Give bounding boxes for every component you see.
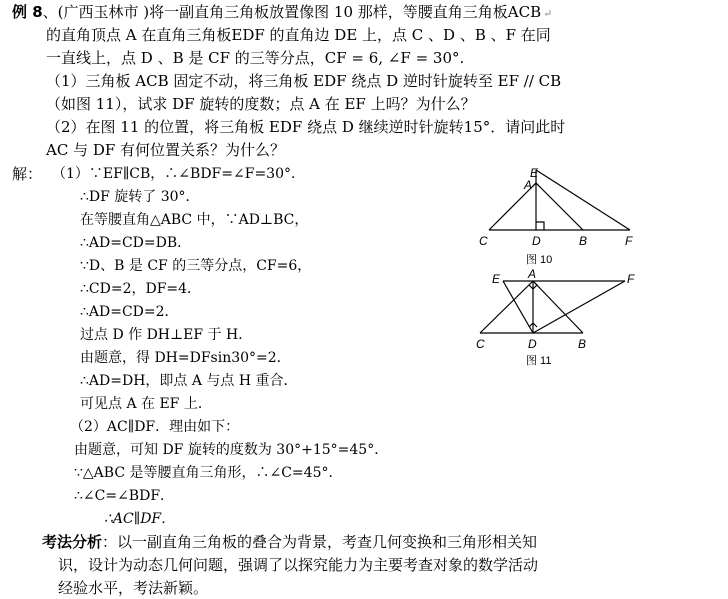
analysis-line-0: ：以一副直角三角板的叠合为背景，考查几何变换和三角形相关知	[102, 533, 538, 551]
solution-line-7: 过点 D 作 DH⊥EF 于 H．	[80, 327, 253, 343]
solution-line-5: ∴CD=2，DF=4．	[80, 281, 202, 297]
fig10-label-b: B	[579, 234, 588, 248]
analysis-line-1: 识，设计为动态几何问题，强调了以探究能力为主要考查对象的数学活动	[58, 556, 539, 574]
solution-label: 解：	[12, 165, 43, 183]
solution-line-11: （2）AC∥DF．理由如下：	[70, 419, 240, 435]
solution-line-0: （1）∵EF∥CB，∴∠BDF=∠F=30°．	[52, 166, 305, 182]
figure-11	[470, 268, 640, 370]
problem-line-5: （2）在图 11 的位置，将三角板 EDF 绕点 D 继续逆时针旋转15°．请问此时	[46, 118, 566, 136]
problem-line-3: （1）三角板 ACB 固定不动，将三角板 EDF 绕点 D 逆时针旋转至 EF // CB	[46, 72, 562, 90]
fig11-label-a: A	[528, 268, 537, 281]
fig10-label-c: C	[479, 234, 488, 248]
problem-line-6: AC 与 DF 有何位置关系？为什么？	[46, 141, 286, 159]
solution-line-6: ∴AD=CD=2．	[80, 304, 179, 320]
solution-line-14: ∴∠C=∠BDF．	[74, 488, 175, 504]
fig11-label-e: E	[492, 272, 501, 286]
analysis-label: 考法分析	[42, 533, 103, 551]
solution-line-13: ∵△ABC 是等腰直角三角形，∴∠C=45°．	[74, 465, 343, 481]
fig10-caption: 图 10	[526, 254, 553, 266]
solution-line-10: 可见点 A 在 EF 上．	[80, 396, 212, 412]
solution-line-15: ∴AC∥DF．	[104, 511, 176, 527]
fig11-label-f: F	[627, 272, 635, 286]
solution-line-2: 在等腰直角△ABC 中，∵AD⊥BC，	[80, 212, 309, 228]
fig10-label-f: F	[625, 234, 633, 248]
fig10-label-a: A	[524, 178, 533, 192]
analysis-line-2: 经验水平，考法新颖。	[58, 579, 209, 597]
solution-line-8: 由题意，得 DH=DFsin30°=2．	[80, 350, 291, 366]
solution-line-4: ∵D、B 是 CF 的三等分点，CF=6，	[80, 258, 312, 274]
solution-line-9: ∴AD=DH，即点 A 与点 H 重合．	[80, 373, 298, 389]
problem-line-0: 、(广西玉林市 )将一副直角三角板放置像图 10 那样，等腰直角三角板ACB	[42, 3, 542, 21]
problem-label: 例 8	[12, 3, 43, 21]
fig11-caption: 图 11	[526, 355, 552, 367]
solution-line-12: 由题意，可知 DF 旋转的度数为 30°+15°=45°．	[74, 442, 389, 458]
solution-line-1: ∴DF 旋转了 30°．	[80, 189, 200, 205]
problem-line-2: 一直线上，点 D 、B 是 CF 的三等分点，CF = 6, ∠F = 30°.	[46, 49, 465, 67]
problem-line-4: （如图 11），试求 DF 旋转的度数；点 A 在 EF 上吗？为什么？	[46, 95, 476, 113]
fig10-label-e: E	[530, 166, 539, 180]
figure-10	[470, 165, 640, 270]
fig11-label-c: C	[476, 337, 485, 351]
fig11-label-b: B	[578, 337, 587, 351]
fig11-label-d: D	[528, 337, 537, 351]
problem-line-1: 的直角顶点 A 在直角三角板EDF 的直角边 DE 上，点 C 、D 、B 、F 在同	[46, 26, 551, 44]
solution-line-3: ∴AD=CD=DB．	[80, 235, 192, 251]
fig10-label-d: D	[532, 234, 541, 248]
